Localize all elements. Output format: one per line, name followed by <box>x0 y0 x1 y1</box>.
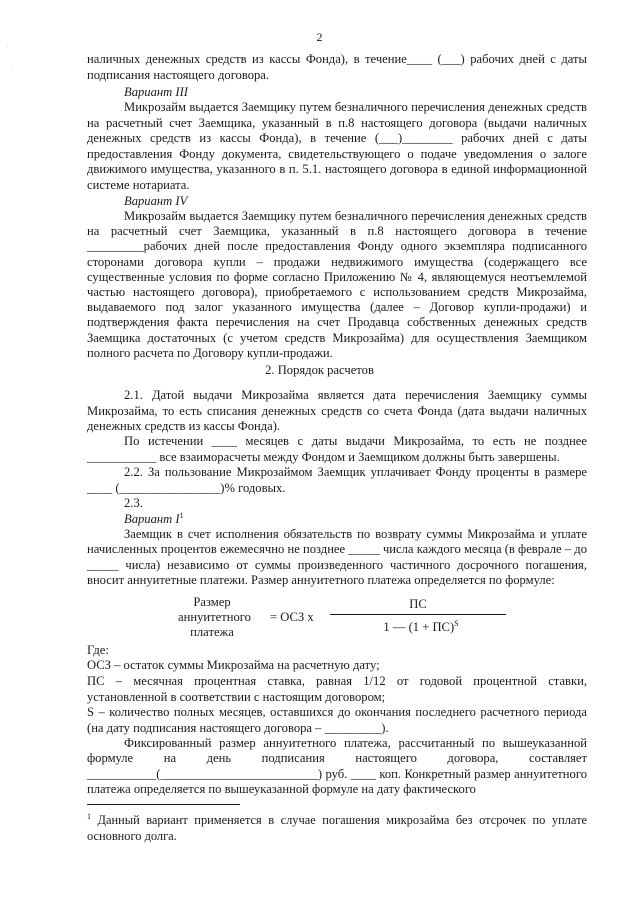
section-2-title: 2. Порядок расчетов <box>265 363 374 377</box>
definition-osz: ОСЗ – остаток суммы Микрозайма на расчетную дату; <box>87 658 380 672</box>
scan-speck: · <box>6 43 9 52</box>
variant-4-text: Микрозайм выдается Заемщику путем безналичного перечисления денежных средств на расчетный счет Заемщика, указанный в п.8 настоящего договора в течение _________рабочих дней после предоставления Фонду одного экземпляра подписанного сторонами договора купли – продажи недвижимого имущества (содержащего все существенные условия по форме согласно Приложению № 4, являющемуся неотъемлемой частью настоящего договора), приобретаемого с использованием средств Микрозайма, выдаваемого под залог указанного имущества (далее – Договор купли-продажи) и подтверждения факта перечисления на счет Продавца собственных денежных средств Заемщика достаточных (с учетом средств Микрозайма) для осуществления Заемщиком полного расчета по Договору купли-продажи. <box>87 209 587 360</box>
formula-denominator <box>356 620 486 636</box>
scan-speck: · <box>10 61 13 70</box>
variant-3-heading: Вариант III <box>124 85 188 99</box>
page-number: 2 <box>316 30 323 44</box>
variant-4-heading: Вариант IV <box>124 194 188 208</box>
formula-denominator-text: 1 — (1 + ПС) <box>383 620 455 634</box>
paragraph-fixed-payment: Фиксированный размер аннуитетного платежа, рассчитанный по вышеуказанной формуле на день подписания настоящего договора, составляет ___________(_________________________) руб. ____ коп. Конкретный размер аннуитетного платежа определяется по вышеуказанной формуле на дату фактического <box>87 736 587 797</box>
footnote-text: Данный вариант применяется в случае погашения микрозайма без отсрочек по уплате основного долга. <box>87 813 587 843</box>
where-label: Где: <box>87 643 109 657</box>
paragraph-cash-issue: наличных денежных средств из кассы Фонда), в течение____ (___) рабочих дней с даты подписания настоящего договора. <box>87 52 587 82</box>
formula-lhs: Размер аннуитетного платежа <box>178 595 251 639</box>
variant-3-text: Микрозайм выдается Заемщику путем безналичного перечисления денежных средств на расчетный счет Заемщика, указанный в п.8 настоящего договора (выдачи наличных денежных средств из кассы Фонда), в течение (___)________ рабочих дней с даты предоставления Фонду документа, свидетельствующего о подаче уведомления о залоге движимого имущества, указанного в п. 5.1. настоящего договора в единой информационной системе нотариата. <box>87 100 587 192</box>
paragraph-2-3: 2.3. <box>124 496 143 510</box>
variant-1-heading-text: Вариант I <box>124 512 180 526</box>
definition-ps: ПС – месячная процентная ставка, равная 1/12 от годовой процентной ставки, установленной в соответствии с настоящим договором; <box>87 674 587 704</box>
formula-fraction-bar <box>330 614 506 615</box>
formula-numerator: ПС <box>409 597 427 611</box>
paragraph-expiry: По истечении ____ месяцев с даты выдачи Микрозайма, то есть не позднее ___________ все взаиморасчеты между Фондом и Заемщиком должны быть завершены. <box>87 434 587 464</box>
formula-equals: = ОСЗ х <box>270 610 314 624</box>
definition-s: S – количество полных месяцев, оставшихся до окончания последнего расчетного периода (на дату подписания настоящего договора – _________). <box>87 705 587 735</box>
paragraph-2-2: 2.2. За пользование Микрозаймом Заемщик уплачивает Фонду проценты в размере ____ (________________)% годовых. <box>87 465 587 495</box>
formula-exponent: S <box>454 618 459 628</box>
footnote <box>87 812 587 844</box>
paragraph-annuity: Заемщик в счет исполнения обязательств по возврату суммы Микрозайма и уплате начисленных процентов ежемесячно не позднее _____ числа каждого месяца (в феврале – до _____ числа) независимо от суммы произведенного частичного досрочного погашения, вносит аннуитетные платежи. Размер аннуитетного платежа определяется по формуле: <box>87 527 587 587</box>
footnote-ref: 1 <box>179 510 184 520</box>
variant-1-heading <box>124 512 184 528</box>
footnote-mark: 1 <box>87 811 91 821</box>
paragraph-2-1: 2.1. Датой выдачи Микрозайма является дата перечисления Заемщику суммы Микрозайма, то есть списания денежных средств со счета Фонда (дата выдачи наличных денежных средств из кассы Фонда). <box>87 388 587 433</box>
footnote-separator <box>87 804 240 805</box>
